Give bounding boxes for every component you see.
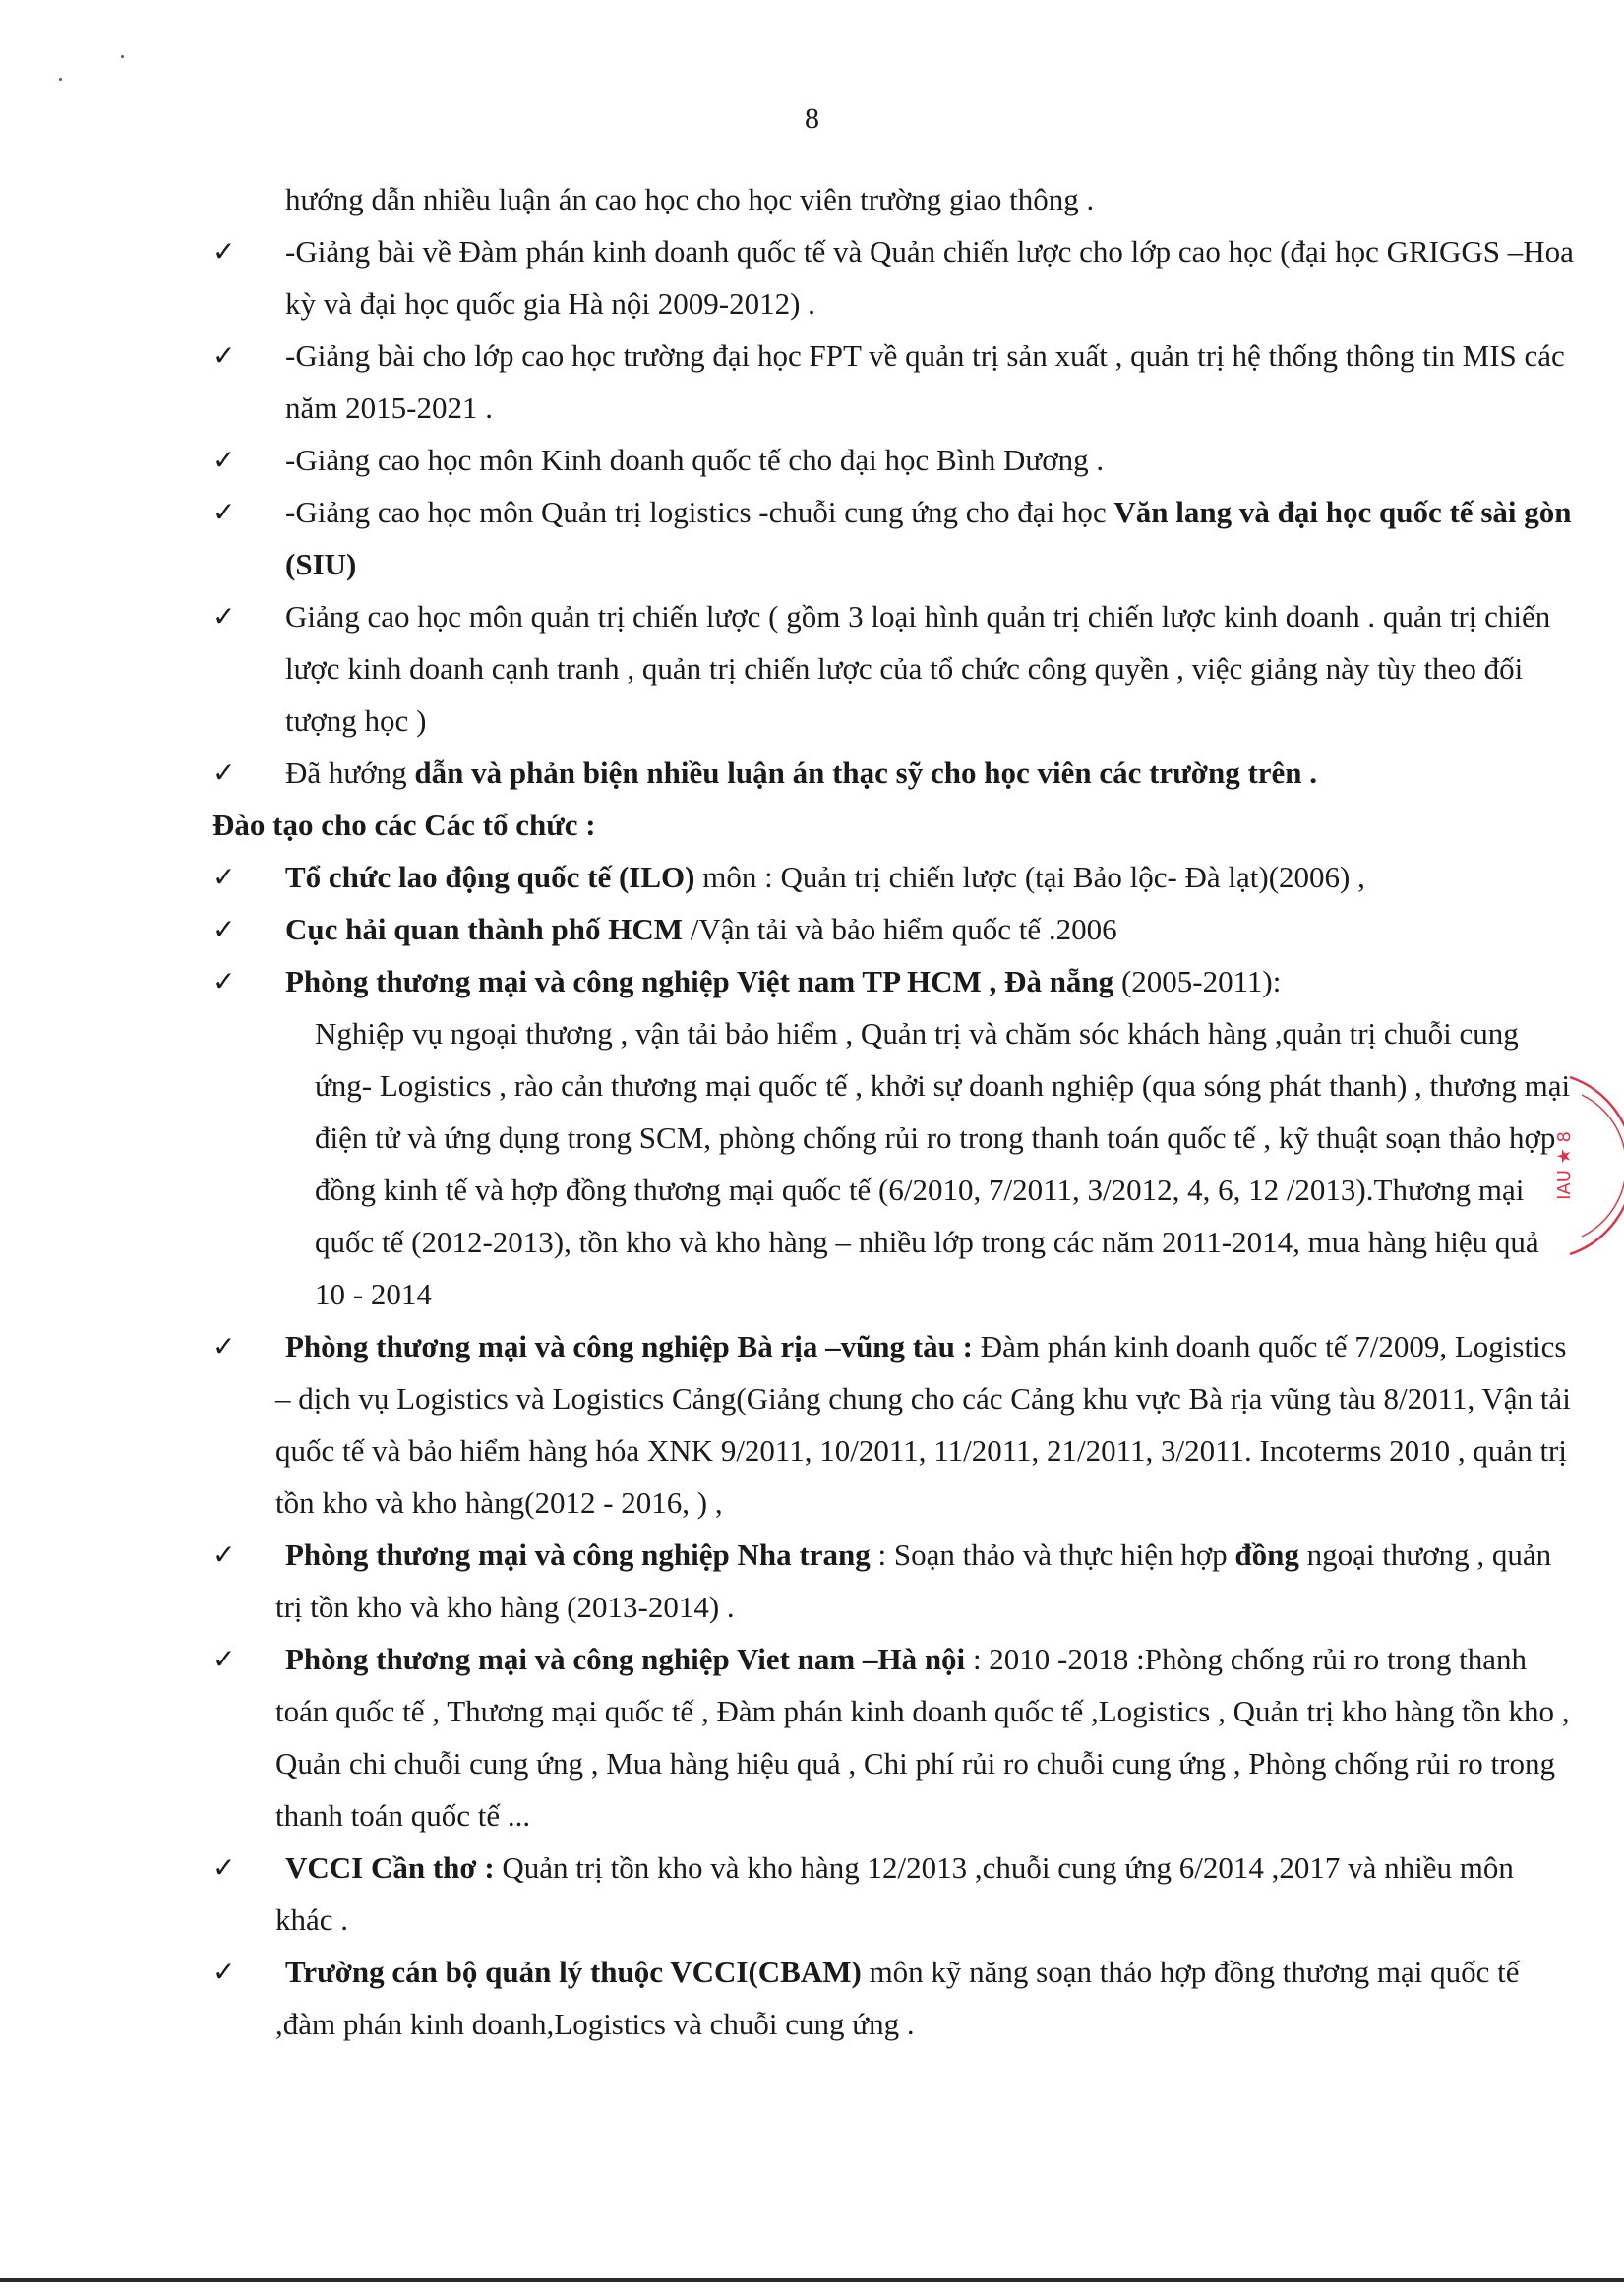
org-item: ✓ Phòng thương mại và công nghiệp Việt nam TP HCM , Đà nẵng (2005-2011): Nghiệp vụ ngoại thương , vận tải bảo hiểm , Quản trị và chăm sóc khách hàng ,quản trị chuỗi cung ứng- Logistics , rào cản thương mại quốc tế , khởi sự doanh nghiệp (qua sóng phát thanh) , thương mại điện tử và ứng dụng trong SCM, phòng chống rủi ro trong thanh toán quốc tế , kỹ thuật soạn thảo hợp đồng kinh tế và hợp đồng thương mại quốc tế (6/2010, 7/2011, 3/2012, 4, 6, 12 /2013).Thương mại quốc tế (2012-2013), tồn kho và kho hàng – nhiều lớp trong các năm 2011-2014, mua hàng hiệu quả 10 - 2014 xyxy=(207,955,1574,1320)
check-mark-icon: ✓ xyxy=(212,496,236,528)
list-item-continuation: hướng dẫn nhiều luận án cao học cho học viên trường giao thông . xyxy=(285,182,1095,216)
check-mark-icon: ✓ xyxy=(212,861,236,893)
check-mark-icon: ✓ xyxy=(212,600,236,633)
check-mark-icon: ✓ xyxy=(212,339,236,372)
teaching-item: ✓ -Giảng cao học môn Quản trị logistics -chuỗi cung ứng cho đại học Văn lang và đại học quốc tế sài gòn (SIU) xyxy=(207,486,1574,590)
org-item-detail: Nghiệp vụ ngoại thương , vận tải bảo hiểm , Quản trị và chăm sóc khách hàng ,quản trị chuỗi cung ứng- Logistics , rào cản thương mại quốc tế , khởi sự doanh nghiệp (qua sóng phát thanh) , thương mại điện tử và ứng dụng trong SCM, phòng chống rủi ro trong thanh toán quốc tế , kỹ thuật soạn thảo hợp đồng kinh tế và hợp đồng thương mại quốc tế (6/2010, 7/2011, 3/2012, 4, 6, 12 /2013).Thương mại quốc tế (2012-2013), tồn kho và kho hàng – nhiều lớp trong các năm 2011-2014, mua hàng hiệu quả 10 - 2014 xyxy=(315,1016,1571,1311)
document-body xyxy=(207,173,1574,2050)
stamp-fragment-text: IAU ★ 8 xyxy=(1554,1131,1575,1200)
section-heading: Đào tạo cho các Các tổ chức : xyxy=(212,808,596,842)
check-mark-icon: ✓ xyxy=(212,1956,236,1988)
check-mark-icon: ✓ xyxy=(212,756,236,789)
scan-edge xyxy=(0,2278,1624,2282)
check-mark-icon: ✓ xyxy=(212,1330,236,1362)
check-mark-icon: ✓ xyxy=(212,1643,236,1675)
org-item: ✓ VCCI Cần thơ : Quản trị tồn kho và kho hàng 12/2013 ,chuỗi cung ứng 6/2014 ,2017 và nhiều môn khác . xyxy=(207,1841,1574,1946)
teaching-item: ✓ Giảng cao học môn quản trị chiến lược ( gồm 3 loại hình quản trị chiến lược kinh doanh . quản trị chiến lược kinh doanh cạnh tranh , quản trị chiến lược của tổ chức công quyền , việc giảng này tùy theo đối tượng học ) xyxy=(207,590,1574,747)
scan-speck xyxy=(59,78,62,81)
teaching-item: ✓ -Giảng bài về Đàm phán kinh doanh quốc tế và Quản chiến lược cho lớp cao học (đại học GRIGGS –Hoa kỳ và đại học quốc gia Hà nội 2009-2012) . xyxy=(207,225,1574,330)
teaching-item: ✓ -Giảng bài cho lớp cao học trường đại học FPT về quản trị sản xuất , quản trị hệ thống thông tin MIS các năm 2015-2021 . xyxy=(207,330,1574,434)
page-number: 8 xyxy=(805,102,819,135)
check-mark-icon: ✓ xyxy=(212,444,236,476)
scan-speck xyxy=(121,55,124,58)
teaching-item: ✓ Đã hướng dẫn và phản biện nhiều luận án thạc sỹ cho học viên các trường trên . xyxy=(207,747,1574,799)
check-mark-icon: ✓ xyxy=(212,235,236,268)
org-item: ✓ Trường cán bộ quản lý thuộc VCCI(CBAM) môn kỹ năng soạn thảo hợp đồng thương mại quốc tế ,đàm phán kinh doanh,Logistics và chuỗi cung ứng . xyxy=(207,1946,1574,2050)
check-mark-icon: ✓ xyxy=(212,1539,236,1571)
org-item: ✓ Tổ chức lao động quốc tế (ILO) môn : Quản trị chiến lược (tại Bảo lộc- Đà lạt)(2006) , xyxy=(207,851,1574,903)
check-mark-icon: ✓ xyxy=(212,913,236,945)
check-mark-icon: ✓ xyxy=(212,1851,236,1884)
teaching-item: ✓ -Giảng cao học môn Kinh doanh quốc tế cho đại học Bình Dương . xyxy=(207,434,1574,486)
org-item: ✓ Cục hải quan thành phố HCM /Vận tải và bảo hiểm quốc tế .2006 xyxy=(207,903,1574,955)
org-item: ✓ Phòng thương mại và công nghiệp Nha trang : Soạn thảo và thực hiện hợp đồng ngoại thương , quản trị tồn kho và kho hàng (2013-2014) . xyxy=(207,1529,1574,1633)
org-item: ✓ Phòng thương mại và công nghiệp Bà rịa –vũng tàu : Đàm phán kinh doanh quốc tế 7/2009, Logistics – dịch vụ Logistics và Logistics Cảng(Giảng chung cho các Cảng khu vực Bà rịa vũng tàu 8/2011, Vận tải quốc tế và bảo hiểm hàng hóa XNK 9/2011, 10/2011, 11/2011, 21/2011, 3/2011. Incoterms 2010 , quản trị tồn kho và kho hàng(2012 - 2016, ) , xyxy=(207,1320,1574,1529)
red-seal-stamp xyxy=(1540,1067,1624,1264)
check-mark-icon: ✓ xyxy=(212,965,236,997)
org-item: ✓ Phòng thương mại và công nghiệp Viet nam –Hà nội : 2010 -2018 :Phòng chống rủi ro trong thanh toán quốc tế , Thương mại quốc tế , Đàm phán kinh doanh quốc tế ,Logistics , Quản trị kho hàng tồn kho , Quản chi chuỗi cung ứng , Mua hàng hiệu quả , Chi phí rủi ro chuỗi cung ứng , Phòng chống rủi ro trong thanh toán quốc tế ... xyxy=(207,1633,1574,1841)
